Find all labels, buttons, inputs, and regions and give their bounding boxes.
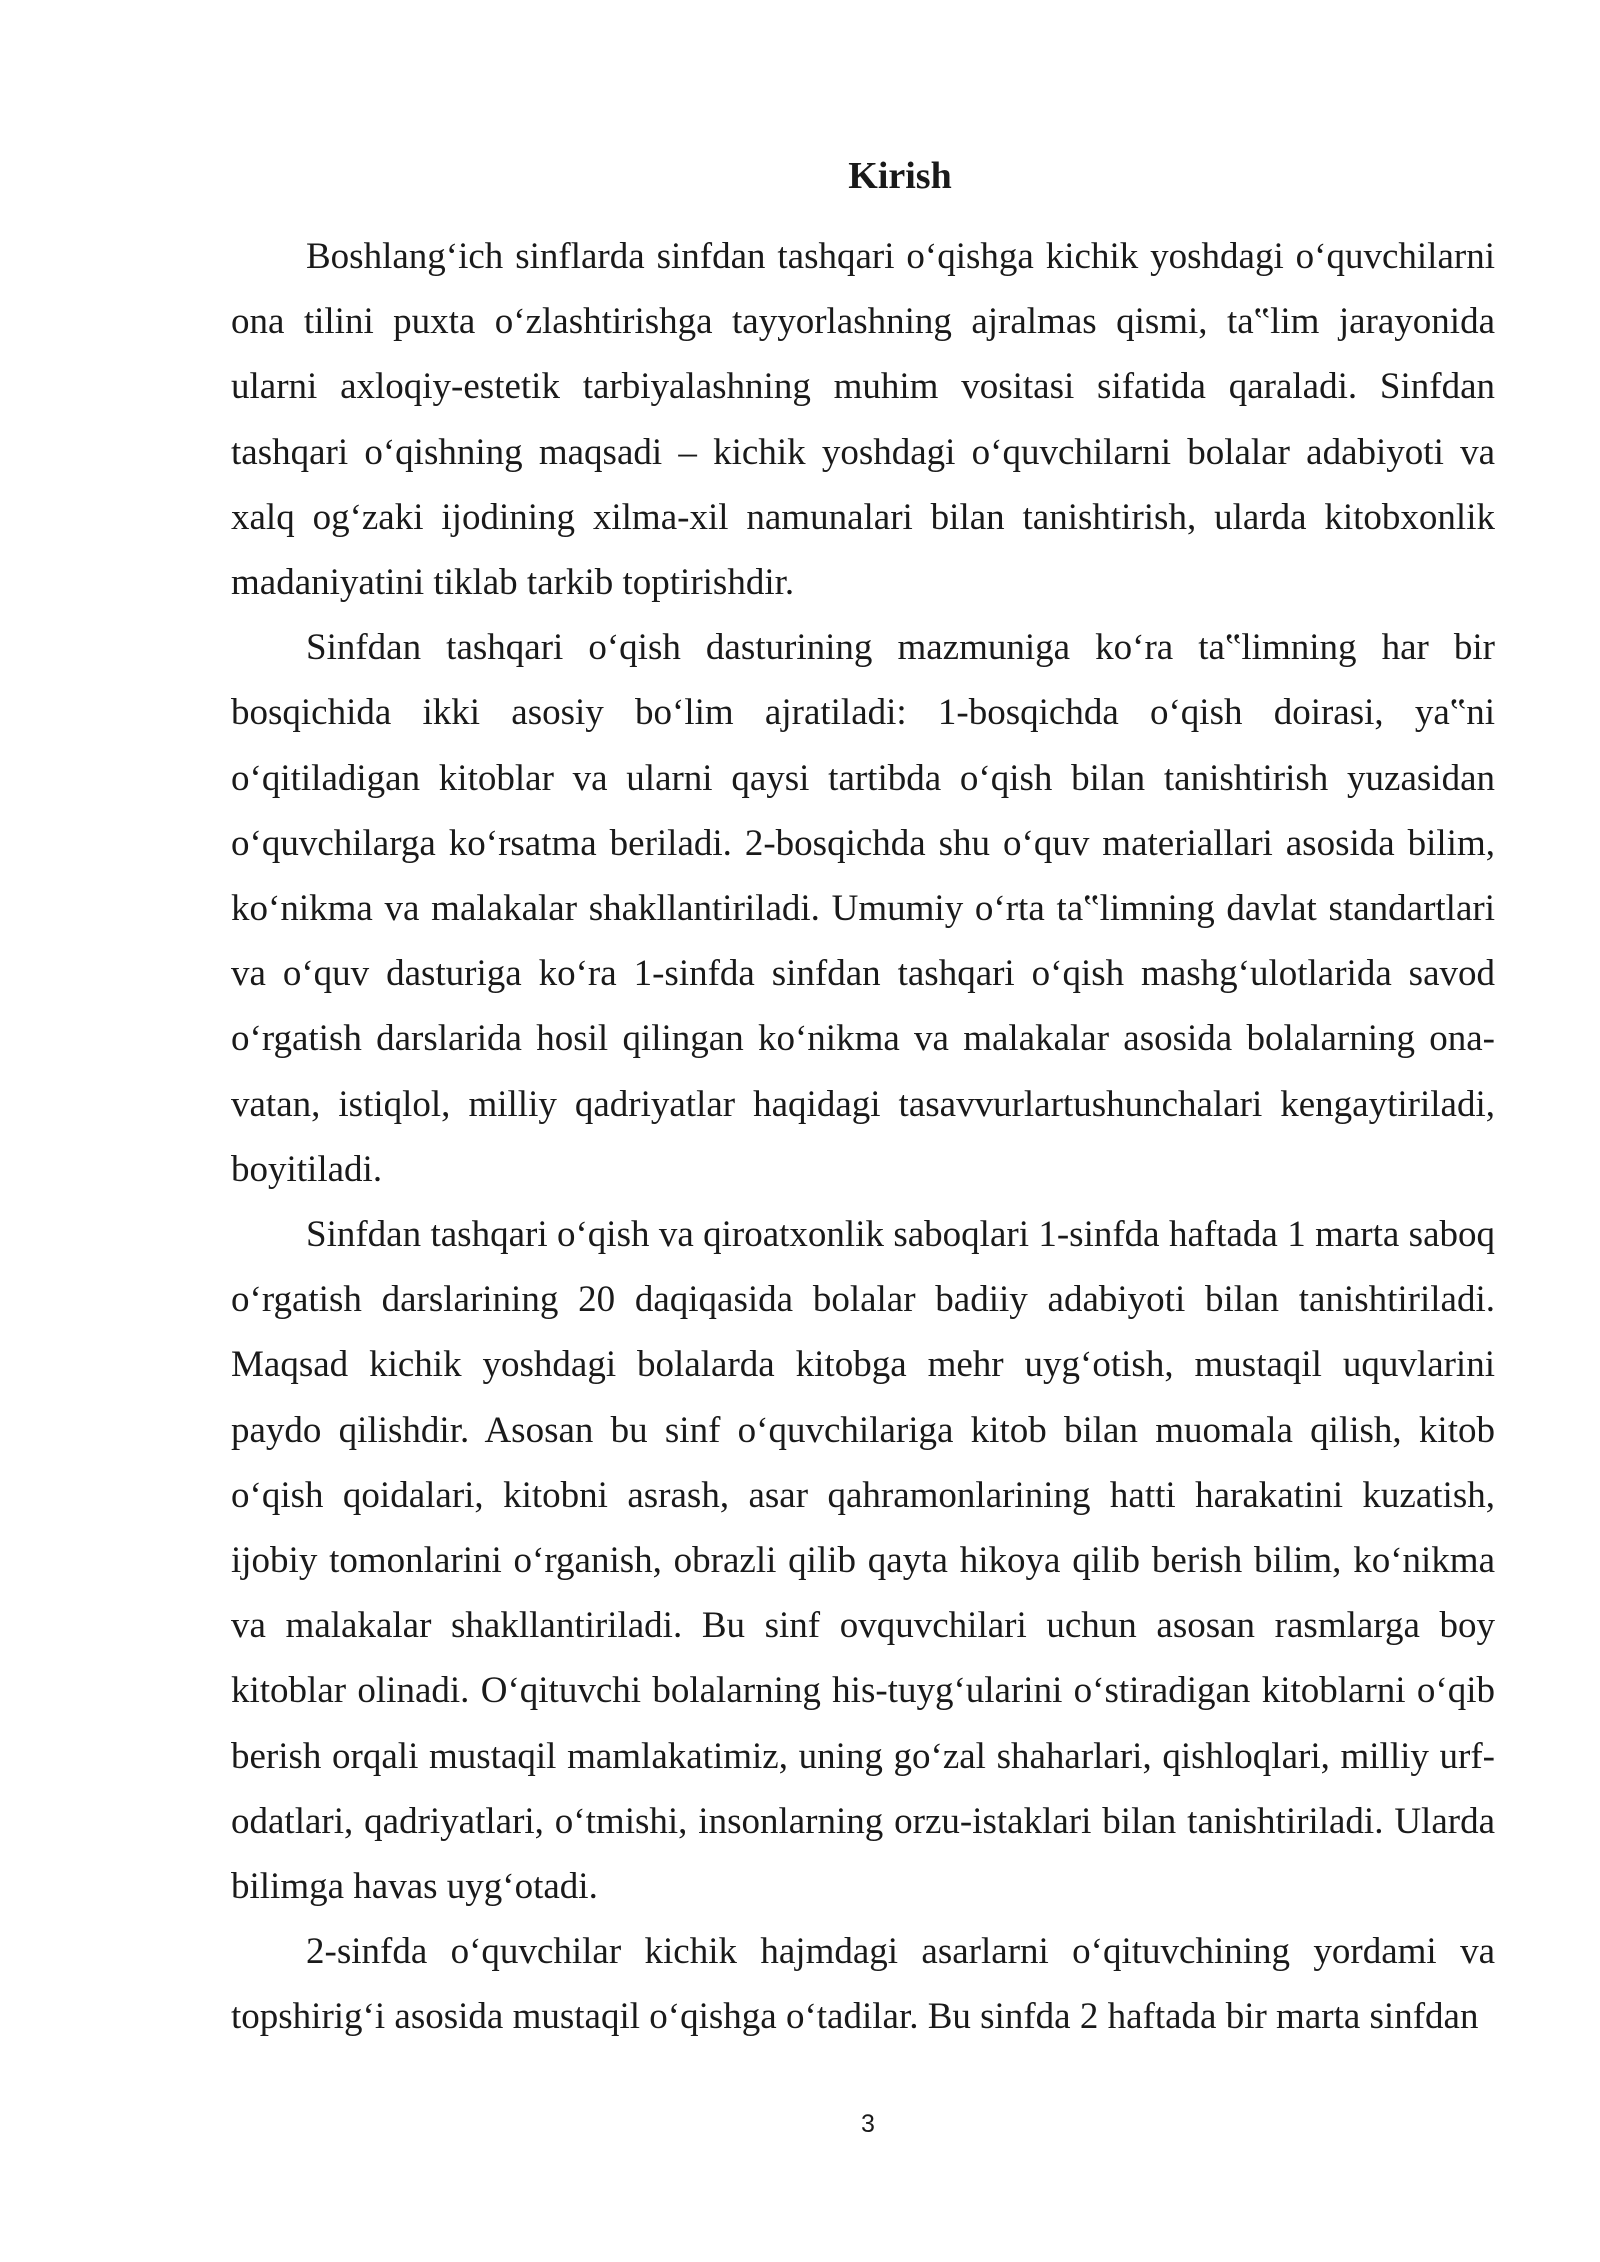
body-text <box>231 224 1495 2050</box>
paragraph-1: Boshlang‘ich sinflarda sinfdan tashqari o‘qishga kichik yoshdagi o‘quvchilarni ona tilini puxta o‘zlashtirishga tayyorlashning ajralmas qismi, ta‟lim jarayonida ularni axloqiy-estetik tarbiyalashning muhim vositasi sifatida qaraladi. Sinfdan tashqari o‘qishning maqsadi – kichik yoshdagi o‘quvchilarni bolalar adabiyoti va xalq og‘zaki ijodining xilma-xil namunalari bilan tanishtirish, ularda kitobxonlik madaniyatini tiklab tarkib toptirishdir. <box>231 236 1495 604</box>
paragraph-2: Sinfdan tashqari o‘qish dasturining mazmuniga ko‘ra ta‟limning har bir bosqichida ikki asosiy bo‘lim ajratiladi: 1-bosqichda o‘qish doirasi, ya‟ni o‘qitiladigan kitoblar va ularni qaysi tartibda o‘qish bilan tanishtirish yuzasidan o‘quvchilarga ko‘rsatma beriladi. 2-bosqichda shu o‘quv materiallari asosida bilim, ko‘nikma va malakalar shakllantiriladi. Umumiy o‘rta ta‟limning davlat standartlari va o‘quv dasturiga ko‘ra 1-sinfda sinfdan tashqari o‘qish mashg‘ulotlarida savod o‘rgatish darslarida hosil qilingan ko‘nikma va malakalar asosida bolalarning ona-vatan, istiqlol, milliy qadriyatlar haqidagi tasavvurlartushunchalari kengaytiriladi, boyitiladi. <box>231 627 1495 1190</box>
paragraph-4: 2-sinfda o‘quvchilar kichik hajmdagi asarlarni o‘qituvchining yordami va topshirig‘i asosida mustaqil o‘qishga o‘tadilar. Bu sinfda 2 haftada bir marta sinfdan <box>231 1931 1495 2038</box>
page-title: Kirish <box>848 155 952 197</box>
paragraph-3: Sinfdan tashqari o‘qish va qiroatxonlik saboqlari 1-sinfda haftada 1 marta saboq o‘rgatish darslarining 20 daqiqasida bolalar badiiy adabiyoti bilan tanishtiriladi. Maqsad kichik yoshdagi bolalarda kitobga mehr uyg‘otish, mustaqil uquvlarini paydo qilishdir. Asosan bu sinf o‘quvchilariga kitob bilan muomala qilish, kitob o‘qish qoidalari, kitobni asrash, asar qahramonlarining hatti harakatini kuzatish, ijobiy tomonlarini o‘rganish, obrazli qilib qayta hikoya qilib berish bilim, ko‘nikma va malakalar shakllantiriladi. Bu sinf ovquvchilari uchun asosan rasmlarga boy kitoblar olinadi. O‘qituvchi bolalarning his-tuyg‘ularini o‘stiradigan kitoblarni o‘qib berish orqali mustaqil mamlakatimiz, uning go‘zal shaharlari, qishloqlari, milliy urf-odatlari, qadriyatlari, o‘tmishi, insonlarning orzu-istaklari bilan tanishtiriladi. Ularda bilimga havas uyg‘otadi. <box>231 1214 1495 1908</box>
page-number: 3 <box>861 2110 875 2138</box>
